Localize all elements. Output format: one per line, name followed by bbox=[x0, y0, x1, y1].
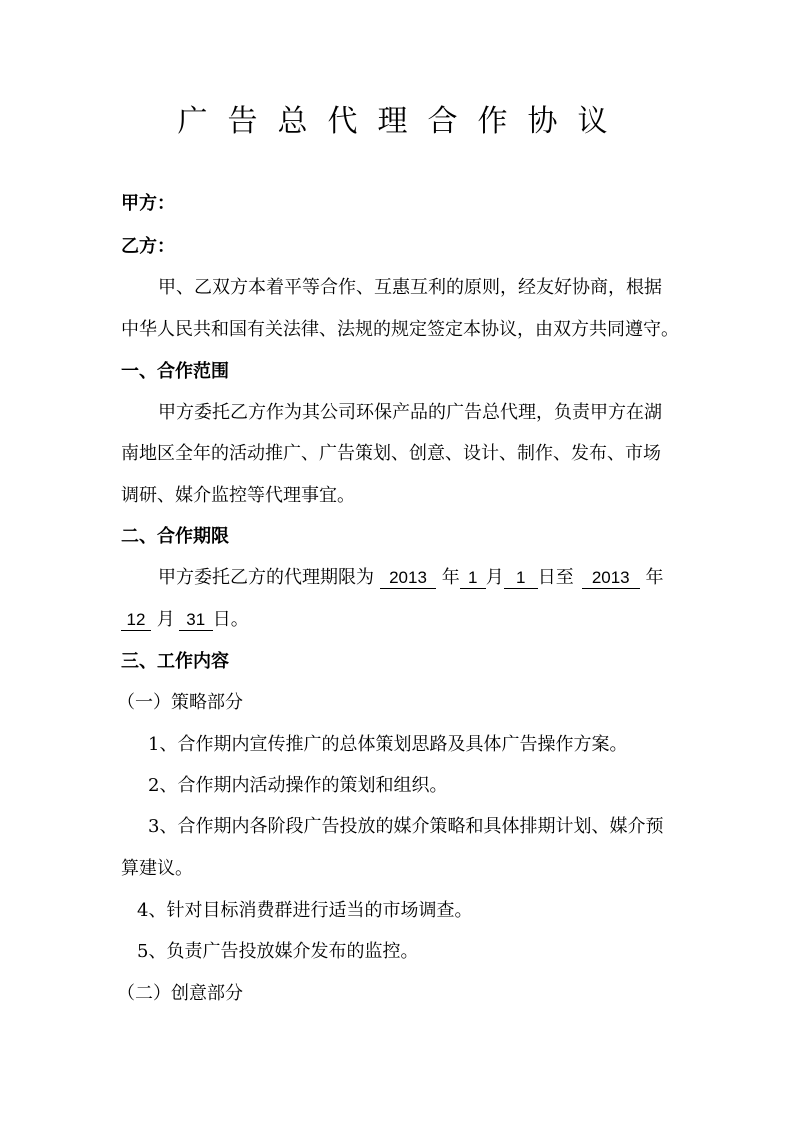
end-month-field: 12 bbox=[121, 610, 151, 631]
term-prefix: 甲方委托乙方的代理期限为 bbox=[158, 567, 374, 588]
start-year-field: 2013 bbox=[380, 568, 436, 589]
section-1-heading: 一、合作范围 bbox=[121, 361, 229, 382]
start-month-field: 1 bbox=[460, 568, 486, 589]
strategy-item-5: 5、负责广告投放媒介发布的监控。 bbox=[137, 941, 419, 962]
strategy-item-3-line-2: 算建议。 bbox=[121, 858, 193, 879]
section-1-line-1: 甲方委托乙方作为其公司环保产品的广告总代理，负责甲方在湖 bbox=[158, 402, 662, 423]
intro-line-2: 中华人民共和国有关法律、法规的规定签定本协议，由双方共同遵守。 bbox=[121, 319, 679, 340]
strategy-item-2: 2、合作期内活动操作的策划和组织。 bbox=[148, 775, 448, 796]
strategy-item-4: 4、针对目标消费群进行适当的市场调查。 bbox=[137, 900, 473, 921]
subsection-2-heading: （二）创意部分 bbox=[117, 983, 243, 1004]
subsection-1-heading: （一）策略部分 bbox=[117, 692, 243, 713]
document-title: 广告总代理合作协议 bbox=[177, 104, 628, 139]
section-3-heading: 三、工作内容 bbox=[121, 651, 229, 672]
section-1-line-2: 南地区全年的活动推广、广告策划、创意、设计、制作、发布、市场 bbox=[121, 443, 661, 464]
party-b-label: 乙方： bbox=[121, 236, 175, 257]
day-to-label: 日至 bbox=[537, 567, 574, 588]
month-label: 月 bbox=[485, 567, 504, 588]
end-suffix: 日。 bbox=[212, 609, 249, 630]
intro-line-1: 甲、乙双方本着平等合作、互惠互利的原则，经友好协商，根据 bbox=[158, 277, 662, 298]
year-label-2: 年 bbox=[645, 567, 664, 588]
section-1-line-3: 调研、媒介监控等代理事宜。 bbox=[121, 485, 355, 506]
end-year-field: 2013 bbox=[582, 568, 640, 589]
strategy-item-3-line-1: 3、合作期内各阶段广告投放的媒介策略和具体排期计划、媒介预 bbox=[148, 816, 664, 837]
strategy-item-1: 1、合作期内宣传推广的总体策划思路及具体广告操作方案。 bbox=[148, 734, 628, 755]
party-a-label: 甲方： bbox=[121, 193, 175, 214]
end-day-field: 31 bbox=[179, 610, 213, 631]
year-label: 年 bbox=[441, 567, 460, 588]
start-day-field: 1 bbox=[504, 568, 538, 589]
month-label-2: 月 bbox=[156, 609, 175, 630]
term-line-2 bbox=[121, 605, 249, 631]
term-line bbox=[158, 563, 663, 589]
section-2-heading: 二、合作期限 bbox=[121, 526, 229, 547]
